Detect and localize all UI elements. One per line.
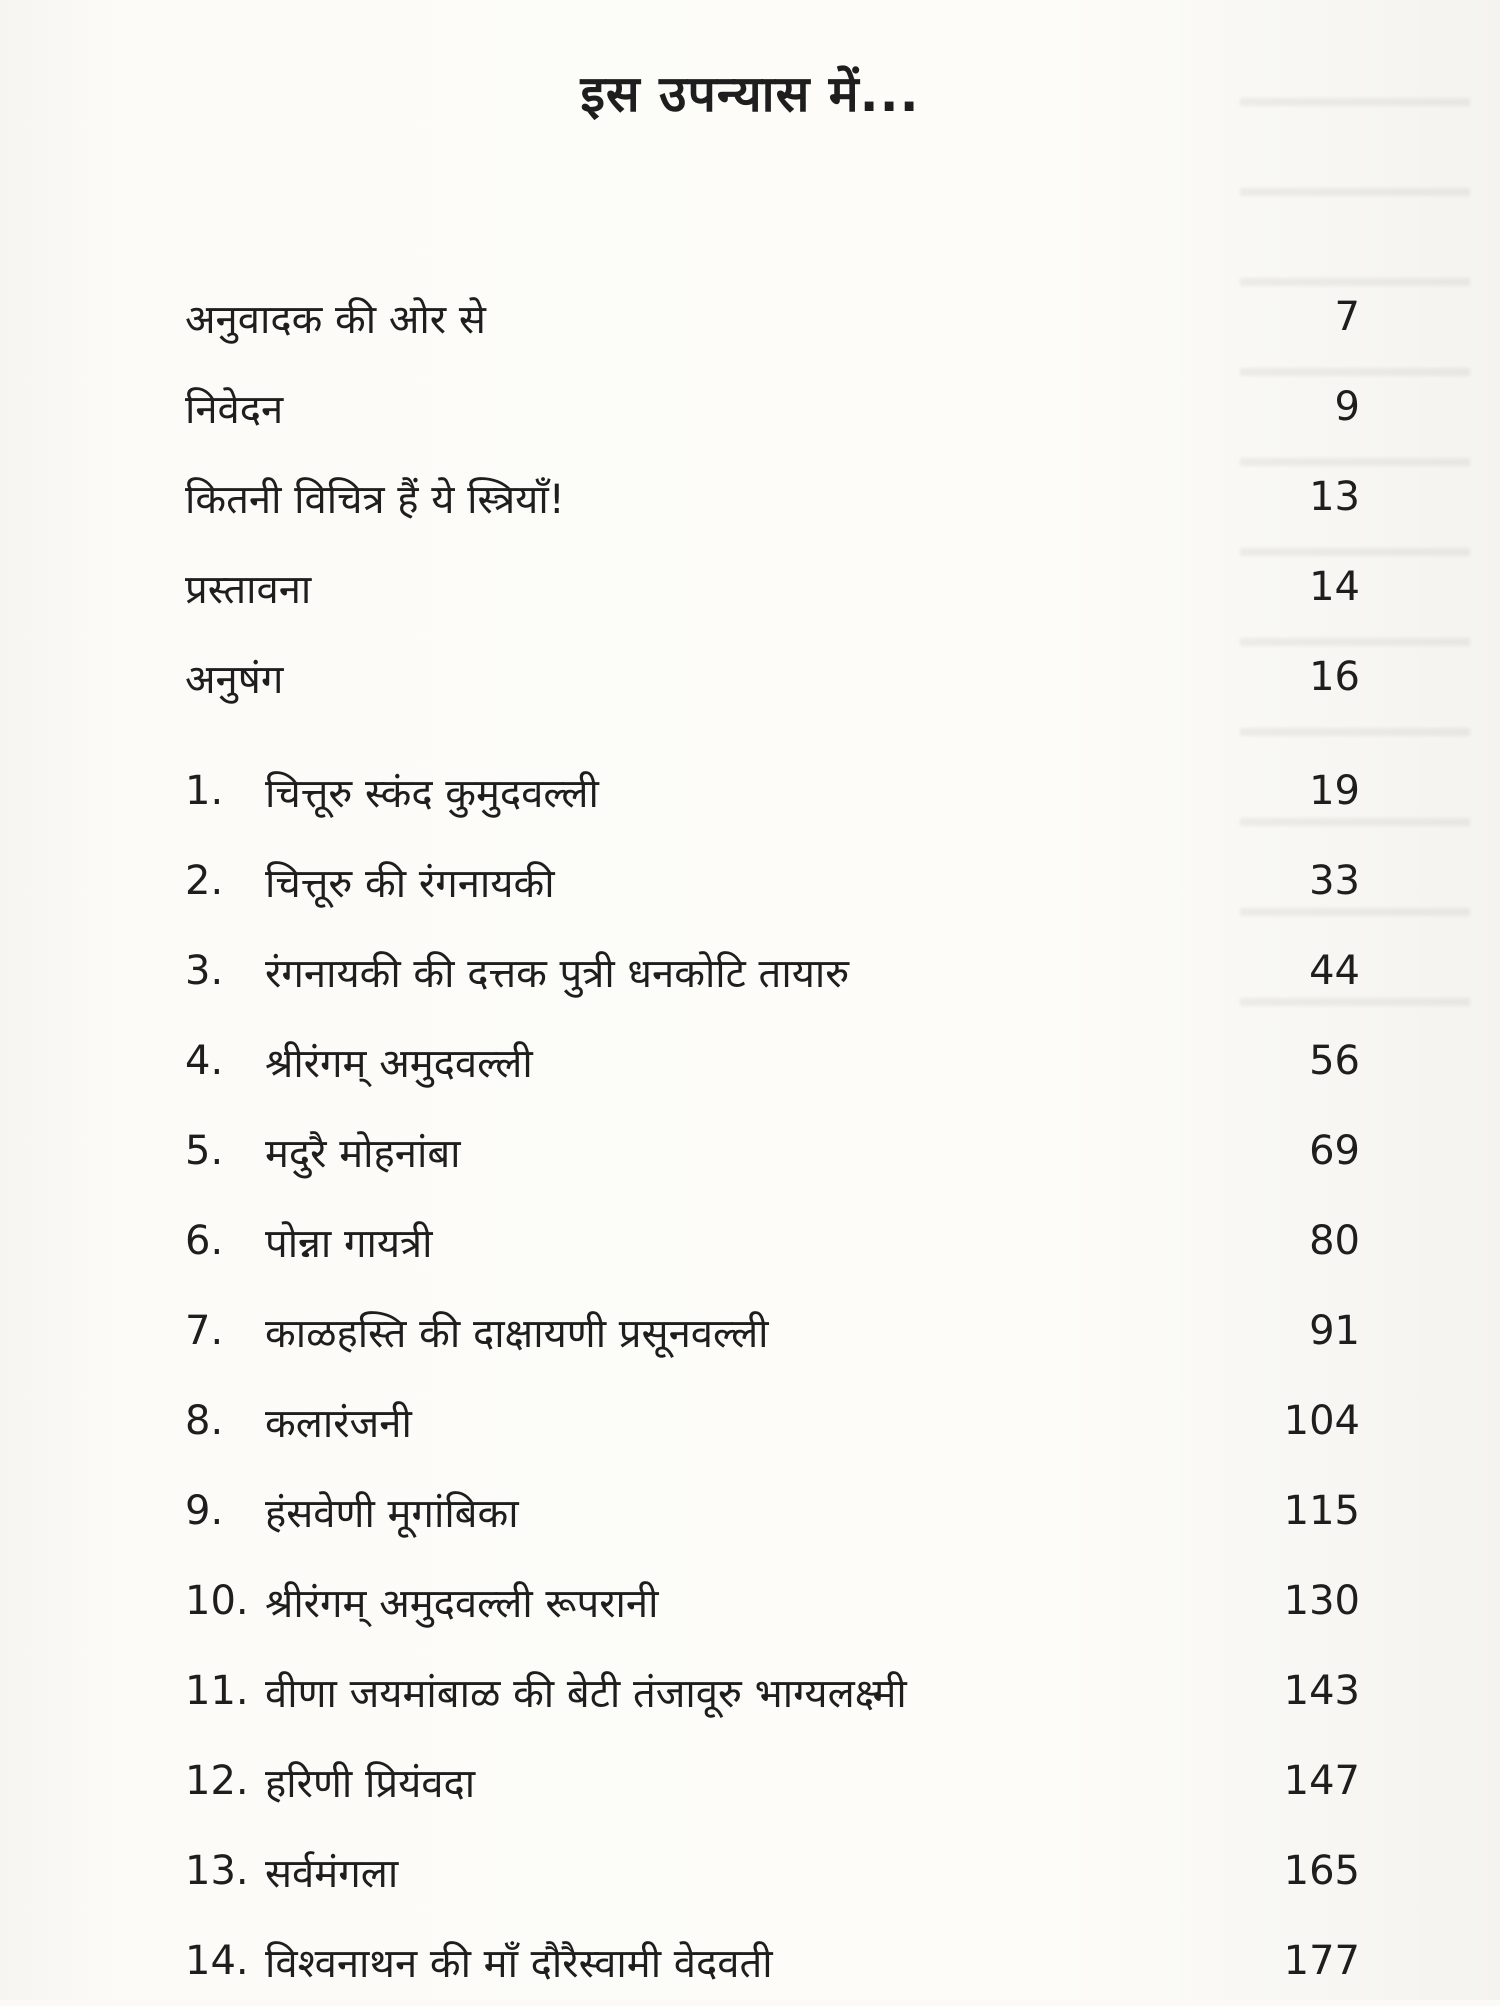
chapter-number: 10. (185, 1578, 249, 1624)
toc-entry (185, 452, 1360, 542)
chapter-title: काळहस्ति की दाक्षायणी प्रसूनवल्ली (265, 1310, 769, 1357)
chapter-title: पोन्ना गायत्री (265, 1220, 433, 1267)
entry-page-number: 14 (1309, 564, 1360, 610)
table-of-contents (185, 272, 1360, 2006)
chapter-title: हरिणी प्रियंवदा (265, 1760, 476, 1807)
chapter-title: कलारंजनी (265, 1400, 412, 1447)
chapter-title: चित्तूरु की रंगनायकी (265, 860, 555, 907)
entry-page-number: 7 (1334, 294, 1360, 340)
entry-title: कितनी विचित्र हैं ये स्त्रियाँ! (185, 476, 565, 523)
chapter-page-number: 19 (1309, 768, 1360, 814)
chapter-title: रंगनायकी की दत्तक पुत्री धनकोटि तायारु (265, 950, 850, 997)
chapter-entry (185, 1466, 1360, 1556)
chapter-number: 13. (185, 1848, 249, 1894)
chapter-page-number: 33 (1309, 858, 1360, 904)
chapter-page-number: 56 (1309, 1038, 1360, 1084)
chapter-page-number: 80 (1309, 1218, 1360, 1264)
chapter-title: मदुरै मोहनांबा (265, 1130, 461, 1177)
chapter-number: 11. (185, 1668, 249, 1714)
chapter-entry (185, 1646, 1360, 1736)
chapter-list (185, 746, 1360, 2006)
section-gap (185, 722, 1360, 746)
toc-entry (185, 362, 1360, 452)
chapter-title: हंसवेणी मूगांबिका (265, 1490, 519, 1537)
chapter-entry (185, 926, 1360, 1016)
chapter-title: वीणा जयमांबाळ की बेटी तंजावूरु भाग्यलक्ष्मी (265, 1670, 907, 1717)
chapter-number: 1. (185, 768, 224, 814)
chapter-page-number: 147 (1283, 1758, 1360, 1804)
entry-page-number: 13 (1309, 474, 1360, 520)
chapter-title: श्रीरंगम् अमुदवल्ली (265, 1040, 533, 1087)
chapter-entry (185, 1106, 1360, 1196)
entry-title: प्रस्तावना (185, 566, 312, 613)
front-matter-list (185, 272, 1360, 722)
toc-entry (185, 632, 1360, 722)
entry-title: निवेदन (185, 386, 284, 433)
chapter-number: 2. (185, 858, 224, 904)
chapter-entry (185, 1556, 1360, 1646)
chapter-number: 8. (185, 1398, 224, 1444)
chapter-entry (185, 1826, 1360, 1916)
chapter-number: 5. (185, 1128, 224, 1174)
toc-entry (185, 272, 1360, 362)
chapter-page-number: 143 (1283, 1668, 1360, 1714)
chapter-title: श्रीरंगम् अमुदवल्ली रूपरानी (265, 1580, 659, 1627)
chapter-title: चित्तूरु स्कंद कुमुदवल्ली (265, 770, 599, 817)
contents-title: इस उपन्यास में... (580, 65, 920, 123)
chapter-page-number: 104 (1283, 1398, 1360, 1444)
chapter-title: विश्वनाथन की माँ दौरैस्वामी वेदवती (265, 1940, 773, 1987)
chapter-page-number: 115 (1283, 1488, 1360, 1534)
chapter-page-number: 130 (1283, 1578, 1360, 1624)
chapter-entry (185, 1376, 1360, 1466)
entry-title: अनुवादक की ओर से (185, 296, 486, 343)
chapter-page-number: 91 (1309, 1308, 1360, 1354)
chapter-entry (185, 1916, 1360, 2006)
chapter-number: 9. (185, 1488, 224, 1534)
chapter-title: सर्वमंगला (265, 1850, 399, 1897)
chapter-page-number: 69 (1309, 1128, 1360, 1174)
chapter-number: 7. (185, 1308, 224, 1354)
chapter-entry (185, 1016, 1360, 1106)
chapter-entry (185, 746, 1360, 836)
chapter-number: 4. (185, 1038, 224, 1084)
entry-page-number: 16 (1309, 654, 1360, 700)
chapter-page-number: 165 (1283, 1848, 1360, 1894)
chapter-entry (185, 1286, 1360, 1376)
entry-title: अनुषंग (185, 656, 284, 703)
chapter-number: 3. (185, 948, 224, 994)
chapter-number: 6. (185, 1218, 224, 1264)
toc-entry (185, 542, 1360, 632)
chapter-entry (185, 1736, 1360, 1826)
chapter-number: 12. (185, 1758, 249, 1804)
chapter-page-number: 177 (1283, 1938, 1360, 1984)
chapter-number: 14. (185, 1938, 249, 1984)
chapter-entry (185, 1196, 1360, 1286)
chapter-page-number: 44 (1309, 948, 1360, 994)
chapter-entry (185, 836, 1360, 926)
entry-page-number: 9 (1334, 384, 1360, 430)
